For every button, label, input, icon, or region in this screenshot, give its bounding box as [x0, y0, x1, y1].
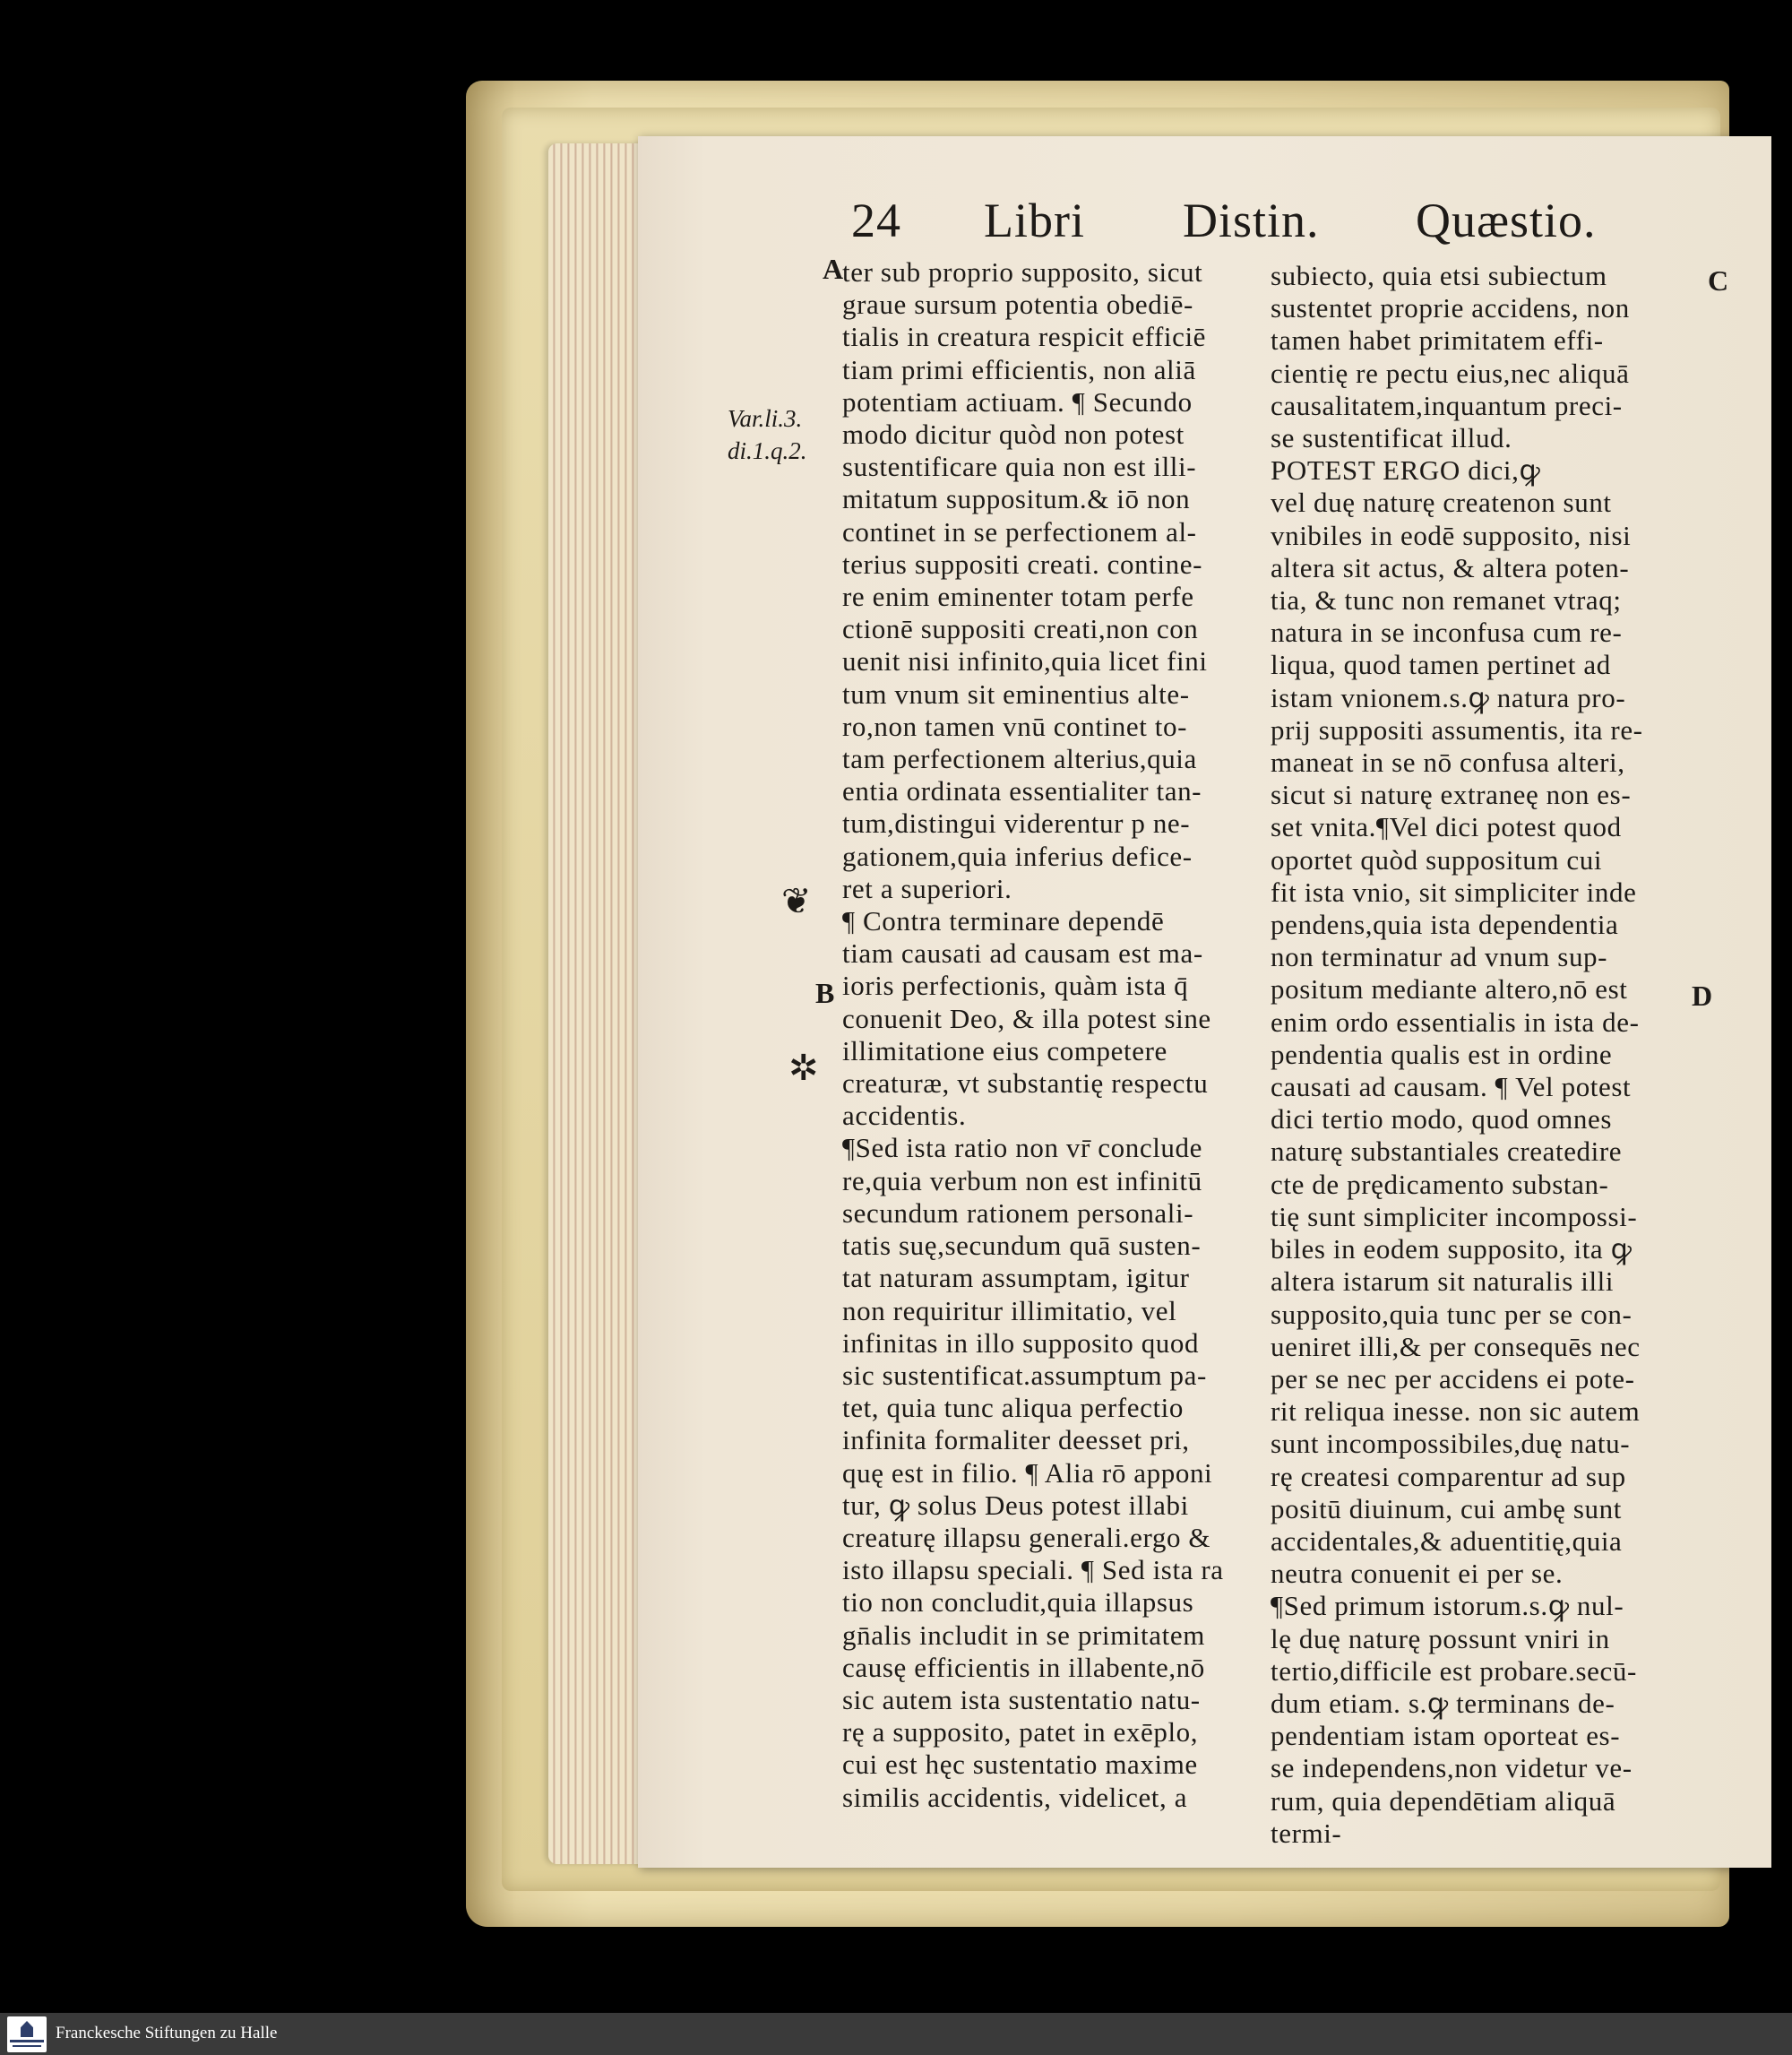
text-line: positū diuinum, cui ambę sunt: [1271, 1492, 1622, 1524]
left-text-column: [842, 256, 1263, 1814]
text-line: subiecto, quia etsi subiectum: [1271, 260, 1607, 291]
text-line: biles in eodem supposito, ita ꝙ: [1271, 1233, 1633, 1265]
text-line: altera sit actus, & altera poten-: [1271, 551, 1630, 583]
text-line: graue sursum potentia obediē-: [842, 289, 1193, 321]
text-line: prij suppositi assumentis, ita re-: [1271, 713, 1643, 746]
running-title-quaestio: Quæstio.: [1416, 194, 1597, 247]
text-line: mitatum suppositum.& iō non: [842, 483, 1191, 515]
text-line: tię sunt simpliciter incompossi-: [1271, 1200, 1638, 1232]
text-line: rę createsi comparentur ad sup: [1271, 1460, 1626, 1492]
text-line: creaturę illapsu generali.ergo &: [842, 1521, 1211, 1553]
text-line: rum, quia dependētiam aliquā: [1271, 1784, 1616, 1817]
text-line: naturę substantiales createdire: [1271, 1135, 1623, 1168]
text-line: tio non concludit,quia illapsus: [842, 1586, 1194, 1619]
text-line: terius suppositi creati. contine-: [842, 548, 1203, 580]
text-line: ¶Sed primum istorum.s.ꝙ nul-: [1271, 1590, 1624, 1622]
text-line: tamen habet primitatem effi-: [1271, 324, 1604, 357]
right-text-column: [1271, 260, 1692, 1850]
text-line: re enim eminenter totam perfe: [842, 581, 1194, 613]
margin-ornament-leaf: ❦: [781, 881, 812, 921]
text-line: re,quia verbum non est infinitū: [842, 1164, 1202, 1196]
text-line: cui est hęc sustentatio maxime: [842, 1748, 1198, 1781]
text-line: causę efficientis in illabente,nō: [842, 1651, 1205, 1683]
text-line: tiam causati ad causam est ma-: [842, 937, 1203, 970]
text-line: creaturæ, vt substantię respectu: [842, 1067, 1209, 1100]
text-line: per se nec per accidens ei pote-: [1271, 1362, 1635, 1394]
text-line: tur, ꝙ solus Deus potest illabi: [842, 1489, 1189, 1521]
text-line: ueniret illi,& per consequēs nec: [1271, 1330, 1641, 1362]
text-line: uenit nisi infinito,quia licet fini: [842, 645, 1208, 678]
text-line: ¶Sed ista ratio non vr̄ conclude: [842, 1132, 1202, 1164]
text-line: ctionē suppositi creati,non con: [842, 613, 1199, 645]
text-line: rę a supposito, patet in exēplo,: [842, 1716, 1199, 1748]
text-line: tatis suę,secundum quā susten-: [842, 1230, 1202, 1262]
text-line: vnibiles in eodē supposito, nisi: [1271, 519, 1632, 551]
text-line: sic sustentificat.assumptum pa-: [842, 1359, 1207, 1391]
text-line: causati ad causam. ¶ Vel potest: [1271, 1071, 1632, 1103]
text-line: cte de prędicamento substan-: [1271, 1168, 1609, 1200]
margin-letter-b: B: [815, 977, 835, 1009]
text-line: pendentia qualis est in ordine: [1271, 1038, 1613, 1070]
text-line: potentiam actiuam. ¶ Secundo: [842, 385, 1193, 418]
text-line: liqua, quod tamen pertinet ad: [1271, 649, 1611, 681]
text-line: ioris perfectionis, quàm ista q̄: [842, 970, 1189, 1002]
text-line: similis accidentis, videlicet, a: [842, 1781, 1188, 1813]
text-line: tia, & tunc non remanet vtraq;: [1271, 584, 1622, 617]
text-line: non terminatur ad vnum sup-: [1271, 941, 1608, 973]
text-line: tiam primi efficientis, non aliā: [842, 353, 1196, 385]
text-line: isto illapsu speciali. ¶ Sed ista ra: [842, 1554, 1224, 1586]
text-line: ter sub proprio supposito, sicut: [842, 256, 1203, 288]
text-line: gn̄alis includit in se primitatem: [842, 1619, 1205, 1651]
text-line: supposito,quia tunc per se con-: [1271, 1298, 1633, 1330]
text-line: sustentet proprie accidens, non: [1271, 292, 1630, 324]
text-line: accidentis.: [842, 1100, 967, 1132]
text-line: maneat in se nō confusa alteri,: [1271, 747, 1625, 779]
page-edges: [548, 143, 645, 1864]
text-line: pendentiam istam oporteat es-: [1271, 1720, 1621, 1752]
text-line: neutra conuenit ei per se.: [1271, 1558, 1564, 1590]
text-line: non requiritur illimitatio, vel: [842, 1294, 1177, 1326]
text-line: tam perfectionem alterius,quia: [842, 743, 1197, 775]
margin-letter-c: C: [1708, 264, 1729, 297]
institution-label: Franckesche Stiftungen zu Halle: [56, 2024, 278, 2042]
text-line: natura in se inconfusa cum re-: [1271, 617, 1623, 649]
institution-logo-icon: [7, 2016, 47, 2052]
margin-note-line-1: Var.li.3.: [728, 405, 803, 432]
margin-letter-a: A: [823, 253, 844, 285]
text-line: secundum rationem personali-: [842, 1196, 1194, 1229]
text-line: lę duę naturę possunt vniri in: [1271, 1622, 1610, 1654]
text-line: tialis in creatura respicit efficiē: [842, 321, 1207, 353]
text-line: tet, quia tunc aliqua perfectio: [842, 1392, 1184, 1424]
text-line: ro,non tamen vnū continet to-: [842, 710, 1188, 742]
margin-note-line-2: di.1.q.2.: [728, 437, 807, 464]
text-line: dum etiam. s.ꝙ terminans de-: [1271, 1687, 1615, 1719]
text-line: se independens,non videtur ve-: [1271, 1752, 1633, 1784]
text-line: gationem,quia inferius defice-: [842, 840, 1193, 872]
text-line: causalitatem,inquantum preci-: [1271, 389, 1623, 421]
text-line: continet in se perfectionem al-: [842, 515, 1197, 548]
text-line: conuenit Deo, & illa potest sine: [842, 1002, 1211, 1034]
text-line: tertio,difficile est probare.secū-: [1271, 1654, 1637, 1687]
text-line: se sustentificat illud.: [1271, 422, 1512, 454]
margin-ornament-flower: ✲: [788, 1048, 819, 1088]
text-line: dici tertio modo, quod omnes: [1271, 1103, 1613, 1135]
text-line: entia ordinata essentialiter tan-: [842, 775, 1202, 807]
text-line: rit reliqua inesse. non sic autem: [1271, 1395, 1641, 1428]
text-line: tum vnum sit eminentius alte-: [842, 678, 1190, 710]
running-title-libri: Libri: [984, 194, 1085, 247]
text-line: positum mediante altero,nō est: [1271, 973, 1628, 1006]
text-line: sic autem ista sustentatio natu-: [842, 1683, 1201, 1715]
text-line: quę est in filio. ¶ Alia rō apponi: [842, 1456, 1213, 1489]
text-line: tat naturam assumptam, igitur: [842, 1262, 1190, 1294]
text-line: tum,distingui viderentur p ne-: [842, 807, 1191, 840]
text-line: cientię re pectu eius,nec aliquā: [1271, 357, 1630, 389]
footer-bar: [0, 2013, 1792, 2055]
text-line: set vnita.¶Vel dici potest quod: [1271, 811, 1622, 843]
text-line: sicut si naturę extraneę non es-: [1271, 779, 1632, 811]
text-line: ret a superiori.: [842, 872, 1012, 904]
text-line: accidentales,& aduentitię,quia: [1271, 1524, 1623, 1557]
text-line: termi-: [1271, 1817, 1342, 1849]
text-line: illimitatione eius competere: [842, 1034, 1167, 1066]
text-line: vel duę naturę createnon sunt: [1271, 487, 1612, 519]
text-line: sustentificare quia non est illi-: [842, 451, 1197, 483]
text-line: POTEST ERGO dici,ꝙ: [1271, 454, 1541, 487]
text-line: enim ordo essentialis in ista de-: [1271, 1006, 1640, 1038]
text-line: fit ista vnio, sit simpliciter inde: [1271, 876, 1637, 908]
margin-letter-d: D: [1692, 980, 1713, 1012]
text-line: altera istarum sit naturalis illi: [1271, 1265, 1615, 1298]
text-line: infinita formaliter deesset pri,: [842, 1424, 1190, 1456]
page-number: 24: [851, 194, 901, 247]
text-line: oportet quòd suppositum cui: [1271, 843, 1603, 876]
text-line: infinitas in illo supposito quod: [842, 1326, 1200, 1359]
text-line: modo dicitur quòd non potest: [842, 419, 1185, 451]
text-line: istam vnionem.s.ꝙ natura pro-: [1271, 681, 1626, 713]
text-line: pendens,quia ista dependentia: [1271, 909, 1619, 941]
running-title-distin: Distin.: [1183, 194, 1320, 247]
text-line: sunt incompossibiles,duę natu-: [1271, 1428, 1631, 1460]
text-line: ¶ Contra terminare dependē: [842, 905, 1165, 937]
